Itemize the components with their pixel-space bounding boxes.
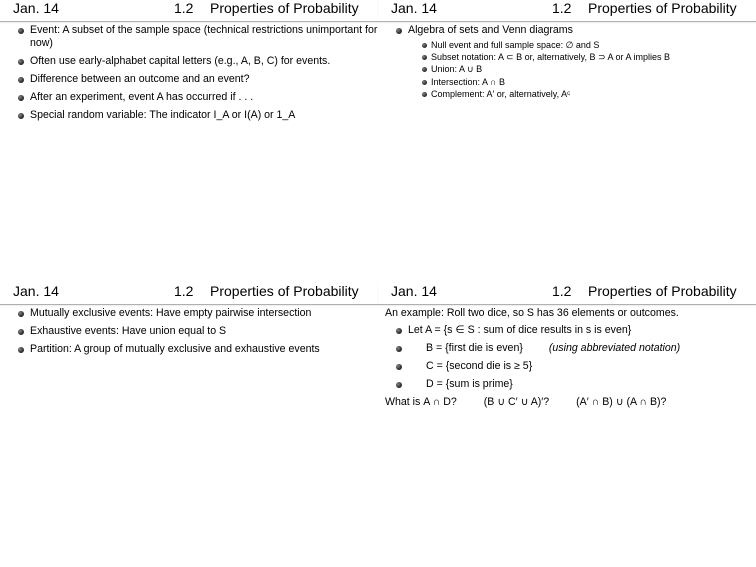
question-line xyxy=(378,396,756,409)
bullet-icon xyxy=(396,382,402,388)
sub-item-text: Union: A ∪ B xyxy=(431,64,483,75)
sub-item-text: Null event and full sample space: ∅ and S xyxy=(431,40,600,50)
item-text: Mutually exclusive events: Have empty pairwise intersection xyxy=(30,307,312,319)
header-section-number: 1.2 xyxy=(174,283,194,299)
bullet-icon xyxy=(422,80,427,85)
header-section-number: 1.2 xyxy=(552,0,572,16)
header-section-number: 1.2 xyxy=(174,0,194,16)
list-item xyxy=(0,24,378,50)
item-text: Let A = {s ∈ S : sum of dice results in s is even} xyxy=(408,324,632,336)
item-text: C = {second die is ≥ 5} xyxy=(426,360,533,372)
slide-header xyxy=(0,0,378,22)
item-text: B = {first die is even} xyxy=(426,342,523,354)
list-item xyxy=(0,343,378,356)
sub-list-item xyxy=(408,63,756,75)
item-text: Partition: A group of mutually exclusive and exhaustive events xyxy=(30,343,320,355)
bullet-icon xyxy=(422,67,427,72)
sub-list-item xyxy=(408,76,756,88)
bullet-icon xyxy=(18,95,24,101)
list-item xyxy=(378,324,756,337)
item-text: Special random variable: The indicator I_A or I(A) or 1_A xyxy=(30,109,296,121)
header-title: Properties of Probability xyxy=(210,283,359,299)
slide-1 xyxy=(0,0,378,283)
slide-body xyxy=(378,24,756,105)
notation-note: (using abbreviated notation) xyxy=(548,342,681,354)
list-item xyxy=(378,342,756,355)
sub-item-text: Subset notation: A ⊂ B or, alternatively, B ⊃ A or A implies B xyxy=(431,52,671,63)
slide-3 xyxy=(0,283,378,566)
bullet-icon xyxy=(18,77,24,83)
item-text: Difference between an outcome and an event? xyxy=(30,73,250,85)
list-item xyxy=(0,73,378,86)
bullet-icon xyxy=(18,28,24,34)
sub-list-item xyxy=(408,51,756,63)
sub-list-item xyxy=(408,39,756,51)
bullet-icon xyxy=(396,364,402,370)
header-section-number: 1.2 xyxy=(552,283,572,299)
bullet-icon xyxy=(396,328,402,334)
bullet-icon xyxy=(422,43,427,48)
header-date: Jan. 14 xyxy=(13,283,59,299)
list-item xyxy=(0,307,378,320)
sub-list-item xyxy=(408,88,756,100)
slide-header xyxy=(378,283,756,305)
header-title: Properties of Probability xyxy=(210,0,359,16)
list-item xyxy=(0,109,378,122)
list-item xyxy=(0,91,378,104)
header-date: Jan. 14 xyxy=(13,0,59,16)
sub-item-text: Complement: A′ or, alternatively, Aᶜ xyxy=(431,88,571,99)
item-text: Exhaustive events: Have union equal to S xyxy=(30,325,227,337)
question-label: What is xyxy=(385,396,421,408)
header-title: Properties of Probability xyxy=(588,283,737,299)
header-date: Jan. 14 xyxy=(391,283,437,299)
item-text: After an experiment, event A has occurred if . . . xyxy=(30,91,254,103)
slide-4 xyxy=(378,283,756,566)
header-date: Jan. 14 xyxy=(391,0,437,16)
bullet-icon xyxy=(422,55,427,60)
bullet-icon xyxy=(18,59,24,65)
example-intro: An example: Roll two dice, so S has 36 elements or outcomes. xyxy=(385,307,679,319)
item-text: Often use early-alphabet capital letters (e.g., A, B, C) for events. xyxy=(30,55,331,67)
bullet-icon xyxy=(18,311,24,317)
question-2: (B ∪ C′ ∪ A)′? xyxy=(483,396,550,408)
list-item xyxy=(0,55,378,68)
header-title: Properties of Probability xyxy=(588,0,737,16)
list-item xyxy=(378,360,756,373)
slide-header xyxy=(378,0,756,22)
question-3: (A′ ∩ B) ∪ (A ∩ B)? xyxy=(576,396,667,408)
list-item xyxy=(378,378,756,391)
bullet-icon xyxy=(18,347,24,353)
slide-body xyxy=(0,24,378,127)
bullet-icon xyxy=(396,28,402,34)
slide-header xyxy=(0,283,378,305)
bullet-icon xyxy=(18,329,24,335)
list-item xyxy=(378,24,756,100)
item-text: D = {sum is prime} xyxy=(426,378,513,390)
slide-2 xyxy=(378,0,756,283)
list-item xyxy=(0,325,378,338)
sub-item-text: Intersection: A ∩ B xyxy=(431,76,506,87)
bullet-icon xyxy=(396,346,402,352)
bullet-icon xyxy=(18,113,24,119)
slide-body xyxy=(378,307,756,413)
question-1: A ∩ D? xyxy=(423,396,457,408)
slide-body xyxy=(0,307,378,361)
item-text: Algebra of sets and Venn diagrams xyxy=(408,24,573,36)
bullet-icon xyxy=(422,92,427,97)
item-text: Event: A subset of the sample space (technical restrictions unimportant for now) xyxy=(30,24,378,49)
